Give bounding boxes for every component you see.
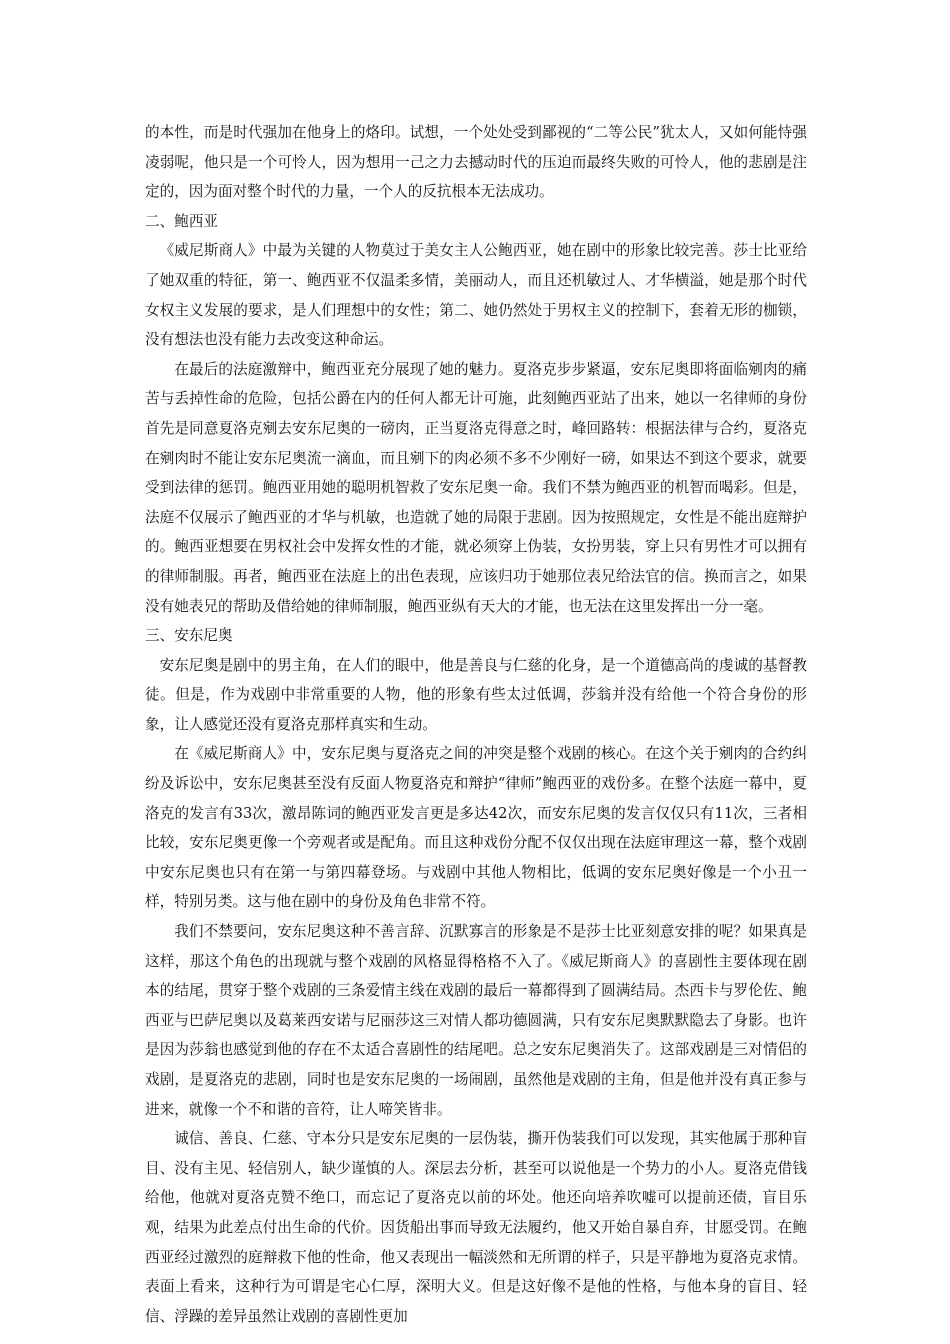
section-heading-portia: 二、鲍西亚 xyxy=(145,212,218,230)
paragraph-antonio-question: 我们不禁要问，安东尼奥这种不善言辞、沉默寡言的形象是不是莎士比亚刻意安排的呢？如果真是这样，那这个角色的出现就与整个戏剧的风格显得格格不入了。《威尼斯商人》的喜剧性主要体现在剧本的结尾，贯穿于整个戏剧的三条爱情主线在戏剧的最后一幕都得到了圆满结局。杰西卡与罗伦佐、鲍西亚与巴萨尼奥以及葛莱西安诺与尼丽莎这三对情人都功德圆满，只有安东尼奥默默隐去了身影。也许是因为莎翁也感觉到他的存在不太适合喜剧性的结尾吧。总之安东尼奥消失了。这部戏剧是三对情侣的戏剧，是夏洛克的悲剧，同时也是安东尼奥的一场闹剧，虽然他是戏剧的主角，但是他并没有真正参与进来，就像一个不和谐的音符，让人啼笑皆非。 xyxy=(145,923,807,1118)
paragraph-portia-intro: 《威尼斯商人》中最为关键的人物莫过于美女主人公鲍西亚，她在剧中的形象比较完善。莎士比亚给了她双重的特征，第一、鲍西亚不仅温柔多情，美丽动人，而且还机敏过人、才华横溢，她是那个时代女权主义发展的要求，是人们理想中的女性；第二、她仍然处于男权主义的控制下，套着无形的枷锁，没有想法也没有能力去改变这种命运。 xyxy=(145,242,807,349)
paragraph-antonio-conflict: 在《威尼斯商人》中，安东尼奥与夏洛克之间的冲突是整个戏剧的核心。在这个关于剜肉的合约纠纷及诉讼中，安东尼奥甚至没有反面人物夏洛克和辩护“律师”鲍西亚的戏份多。在整个法庭一幕中，夏洛克的发言有33次，激昂陈词的鲍西亚发言更是多达42次，而安东尼奥的发言仅仅只有11次，三者相比较，安东尼奥更像一个旁观者或是配角。而且这种戏份分配不仅仅出现在法庭审理这一幕，整个戏剧中安东尼奥也只有在第一与第四幕登场。与戏剧中其他人物相比，低调的安东尼奥好像是一个小丑一样，特别另类。这与他在剧中的身份及角色非常不符。 xyxy=(145,745,807,911)
paragraph-continuation: 的本性，而是时代强加在他身上的烙印。试想，一个处处受到鄙视的“二等公民”犹太人，又如何能恃强凌弱呢，他只是一个可怜人，因为想用一己之力去撼动时代的压迫而最终失败的可怜人，他的悲剧是注定的，因为面对整个时代的力量，一个人的反抗根本无法成功。 xyxy=(145,124,807,201)
paragraph-portia-court: 在最后的法庭激辩中，鲍西亚充分展现了她的魅力。夏洛克步步紧逼，安东尼奥即将面临剜肉的痛苦与丢掉性命的危险，包括公爵在内的任何人都无计可施，此刻鲍西亚站了出来，她以一名律师的身份首先是同意夏洛克剜去安东尼奥的一磅肉，正当夏洛克得意之时，峰回路转：根据法律与合约，夏洛克在剜肉时不能让安东尼奥流一滴血，而且剜下的肉必须不多不少刚好一磅，如果达不到这个要求，就要受到法律的惩罚。鲍西亚用她的聪明机智救了安东尼奥一命。我们不禁为鲍西亚的机智而喝彩。但是，法庭不仅展示了鲍西亚的才华与机敏，也造就了她的局限于悲剧。因为按照规定，女性是不能出庭辩护的。鲍西亚想要在男权社会中发挥女性的才能，就必须穿上伪装，女扮男装，穿上只有男性才可以拥有的律师制服。再者，鲍西亚在法庭上的出色表现，应该归功于她那位表兄给法官的信。换而言之，如果没有她表兄的帮助及借给她的律师制服，鲍西亚纵有天大的才能，也无法在这里发挥出一分一毫。 xyxy=(145,360,807,615)
paragraph-antonio-intro: 安东尼奥是剧中的男主角，在人们的眼中，他是善良与仁慈的化身，是一个道德高尚的虔诚的基督教徒。但是，作为戏剧中非常重要的人物，他的形象有些太过低调，莎翁并没有给他一个符合身份的形象，让人感觉还没有夏洛克那样真实和生动。 xyxy=(145,656,807,733)
paragraph-antonio-disguise: 诚信、善良、仁慈、守本分只是安东尼奥的一层伪装，撕开伪装我们可以发现，其实他属于那种盲目、没有主见、轻信别人，缺少谨慎的人。深层去分析，甚至可以说他是一个势力的小人。夏洛克借钱给他，他就对夏洛克赞不绝口，而忘记了夏洛克以前的坏处。他还向培养吹嘘可以提前还债，盲目乐观，结果为此差点付出生命的代价。因货船出事而导致无法履约，他又开始自暴自弃，甘愿受罚。在鲍西亚经过激烈的庭辩救下他的性命，他又表现出一幅淡然和无所谓的样子，只是平静地为夏洛克求情。表面上看来，这种行为可谓是宅心仁厚，深明大义。但是这好像不是他的性格，与他本身的盲目、轻信、浮躁的差异虽然让戏剧的喜剧性更加 xyxy=(145,1130,807,1325)
section-heading-antonio: 三、安东尼奥 xyxy=(145,627,233,645)
document-body xyxy=(145,118,807,1331)
